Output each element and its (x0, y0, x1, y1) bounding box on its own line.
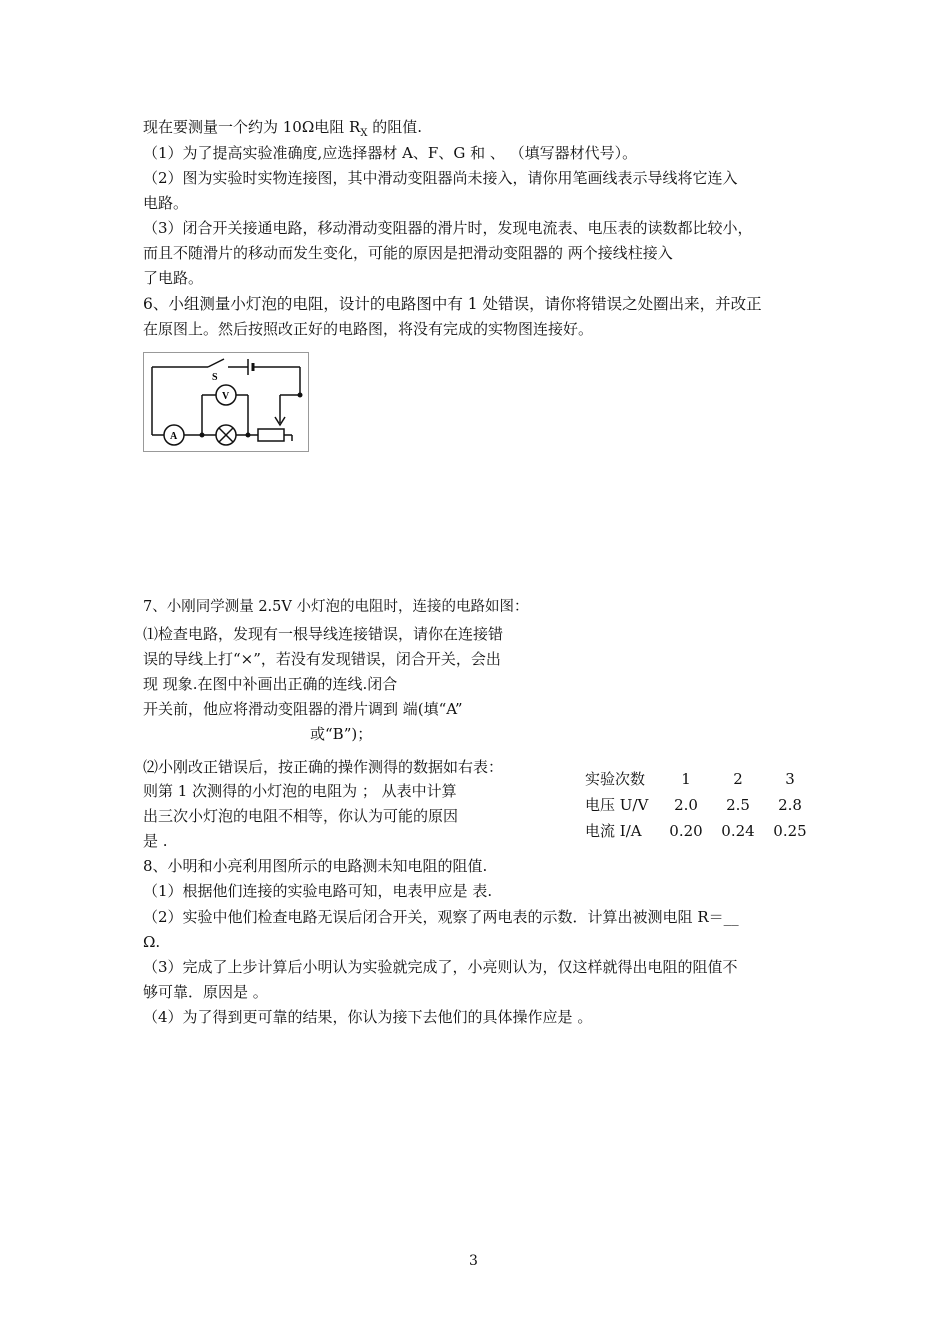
q7-line9: 出三次小灯泡的电阻不相等，你认为可能的原因 (143, 807, 459, 825)
q7-line2: ⑴检查电路，发现有一根导线连接错误，请你在连接错 (143, 625, 504, 643)
q7-line6: 或“B”)； (310, 725, 373, 743)
q7-line1: 7、小刚同学测量 2.5V 小灯泡的电阻时，连接的电路如图： (143, 599, 529, 615)
q5-part3-line3: 了电路。 (143, 269, 204, 287)
q5-intro: 现在要测量一个约为 10Ω电阻 $R_X$ 的阻值. (143, 118, 423, 139)
q5-part3-line1: （3）闭合开关接通电路，移动滑动变阻器的滑片时，发现电流表、电压表的读数都比较小， (143, 219, 753, 237)
voltmeter-label: V (222, 391, 230, 402)
q7-line3: 误的导线上打“×”，若没有发现错误，闭合开关，会出 (143, 650, 501, 668)
q5-part2-line1: （2）图为实验时实物连接图，其中滑动变阻器尚未接入，请你用笔画线表示导线将它连入 (143, 169, 738, 187)
q8-line5: （3）完成了上步计算后小明认为实验就完成了，小亮则认为，仅这样就得出电阻的阻值不 (143, 958, 738, 976)
table-header: 实验次数 1 2 3 (585, 770, 795, 788)
q8-line4: Ω. (143, 933, 161, 951)
q8-line3: （2）实验中他们检查电路无误后闭合开关，观察了两电表的示数．计算出被测电阻 R＝__ (143, 908, 739, 926)
page-number: 3 (469, 1253, 478, 1269)
data-table (585, 766, 815, 844)
q7-line5: 开关前，他应将滑动变阻器的滑片调到 端(填“A” (143, 700, 463, 718)
junction-dot (200, 433, 205, 438)
junction-dot (246, 433, 251, 438)
q7-line7: ⑵小刚改正错误后，按正确的操作测得的数据如右表： (143, 758, 504, 776)
q5-part3-line2: 而且不随滑片的移动而发生变化，可能的原因是把滑动变阻器的 两个接线柱接入 (143, 244, 673, 262)
q8-line7: （4）为了得到更可靠的结果，你认为接下去他们的具体操作应是 。 (143, 1008, 593, 1026)
q5-part1: （1）为了提高实验准确度,应选择器材 A、F、G 和 、 （填写器材代号）。 (143, 144, 638, 162)
junction-dot (298, 393, 303, 398)
switch-blade (208, 359, 224, 367)
rheostat-symbol (258, 429, 284, 441)
q5-part2-line2: 电路。 (143, 194, 189, 212)
table-row: 电压 U/V 2.0 2.5 2.8 (585, 796, 802, 814)
table-row: 电流 I/A 0.20 0.24 0.25 (585, 822, 807, 840)
q8-line2: （1）根据他们连接的实验电路可知，电表甲应是 表. (143, 882, 493, 900)
switch-label: S (212, 372, 218, 383)
q8-line1: 8、小明和小亮利用图所示的电路测未知电阻的阻值. (143, 857, 488, 875)
circuit-svg (144, 353, 308, 451)
q8-line6: 够可靠．原因是 。 (143, 983, 268, 1001)
q7-line8: 则第 1 次测得的小灯泡的电阻为 ； 从表中计算 (143, 782, 457, 800)
circuit-diagram (143, 352, 309, 452)
q6-line1: 6、小组测量小灯泡的电阻，设计的电路图中有 1 处错误，请你将错误之处圈出来，并改正 (143, 295, 762, 313)
ammeter-label: A (170, 431, 178, 442)
q7-line4: 现 现象.在图中补画出正确的连线.闭合 (143, 675, 398, 693)
q6-line2: 在原图上。然后按照改正好的电路图，将没有完成的实物图连接好。 (143, 320, 594, 338)
q7-line10: 是 . (143, 832, 168, 850)
